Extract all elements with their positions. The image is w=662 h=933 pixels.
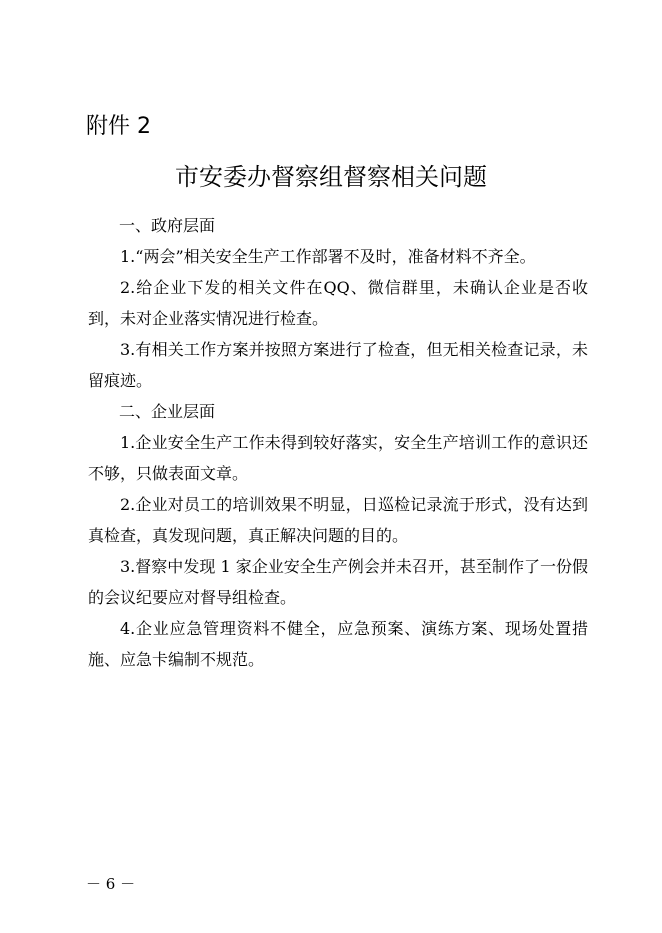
section-heading-enterprise: 二、企业层面 — [119, 402, 216, 421]
government-item-3: 3.有相关工作方案并按照方案进行了检查，但无相关检查记录，未留痕迹。 — [88, 340, 588, 390]
enterprise-item-1: 1.企业安全生产工作未得到较好落实，安全生产培训工作的意识还不够，只做表面文章。 — [88, 433, 588, 483]
page-number: － 6 － — [86, 875, 136, 893]
government-item-2: 2.给企业下发的相关文件在QQ、微信群里，未确认企业是否收到，未对企业落实情况进行检查。 — [88, 278, 588, 328]
document-body — [88, 210, 588, 675]
enterprise-item-2: 2.企业对员工的培训效果不明显，日巡检记录流于形式，没有达到真检查，真发现问题，真正解决问题的目的。 — [88, 495, 588, 545]
attachment-label: 附件 2 — [86, 114, 151, 139]
document-title: 市安委办督察组督察相关问题 — [175, 163, 487, 191]
enterprise-item-4: 4.企业应急管理资料不健全，应急预案、演练方案、现场处置措施、应急卡编制不规范。 — [88, 619, 588, 669]
section-heading-government: 一、政府层面 — [119, 216, 216, 235]
government-item-1: 1.“两会”相关安全生产工作部署不及时，准备材料不齐全。 — [120, 247, 536, 266]
enterprise-item-3: 3.督察中发现 1 家企业安全生产例会并未召开，甚至制作了一份假的会议纪要应对督导组检查。 — [88, 557, 588, 607]
